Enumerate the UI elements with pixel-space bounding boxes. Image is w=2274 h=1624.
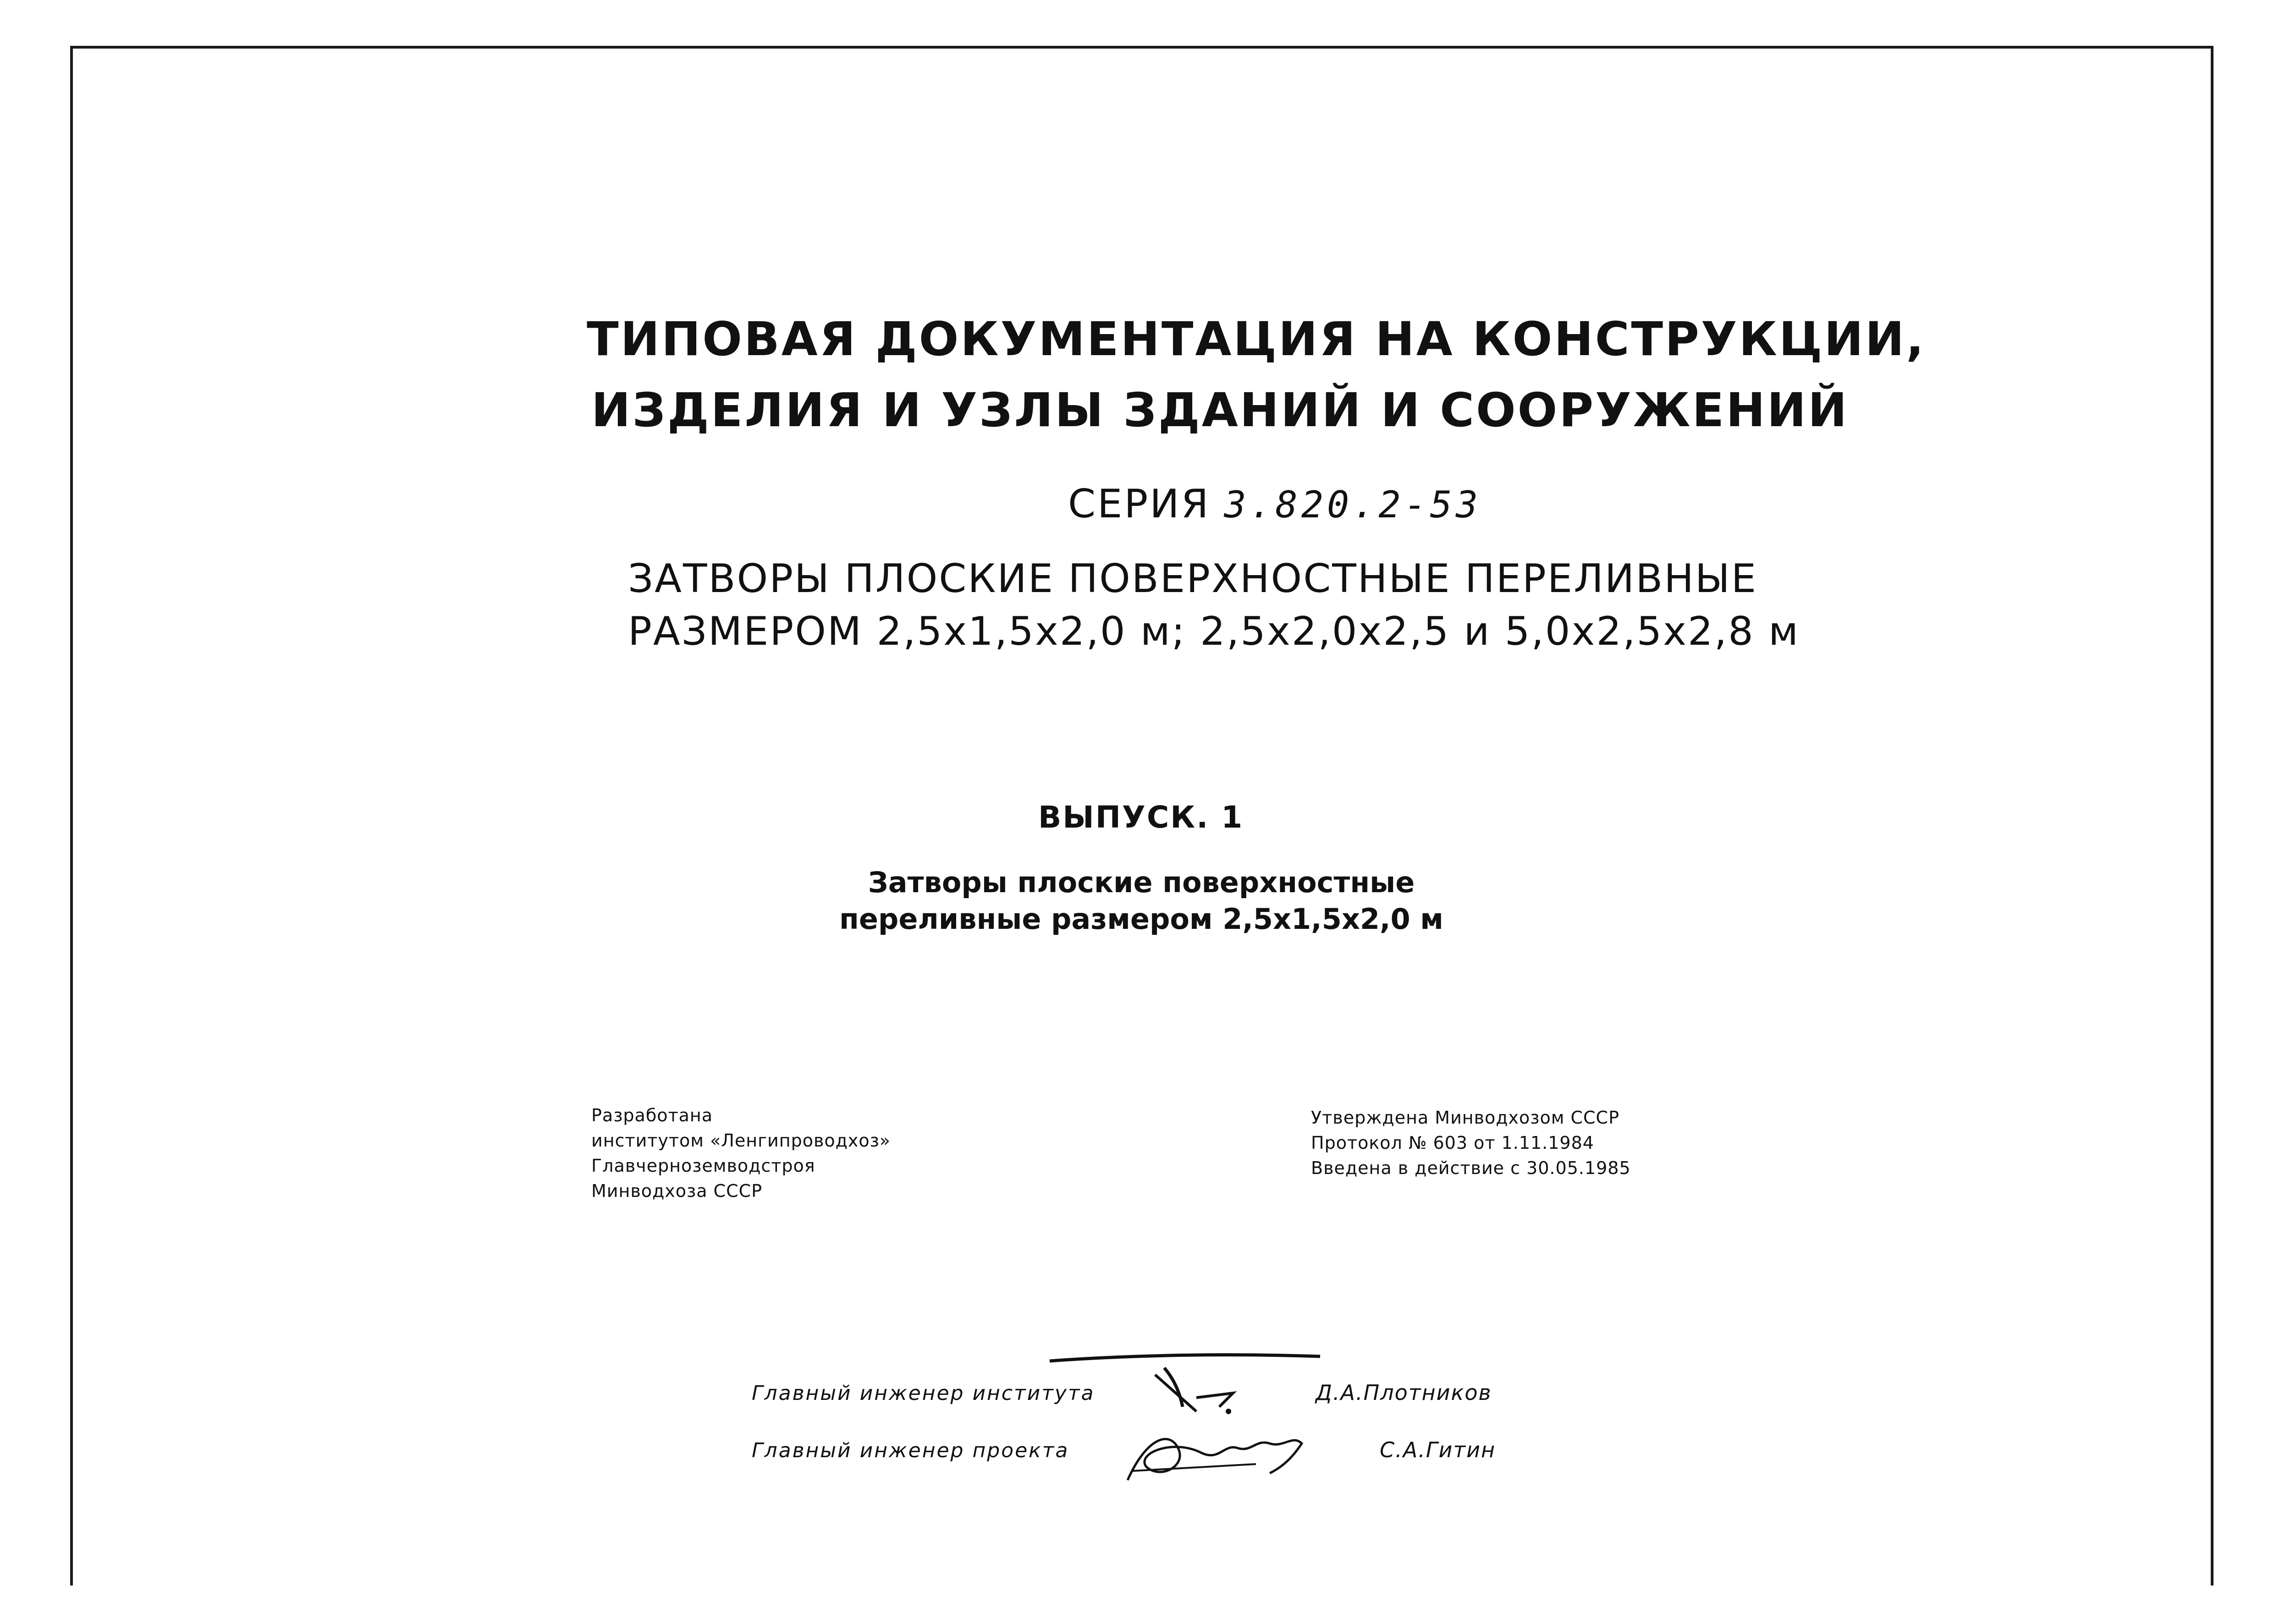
series-row <box>1068 481 1481 527</box>
signatory-1-role: Главный инженер института <box>752 1382 1095 1405</box>
approval-line-1: Утверждена Минводхозом СССР <box>1311 1108 1619 1128</box>
subtitle-line-1: ЗАТВОРЫ ПЛОСКИЕ ПОВЕРХНОСТНЫЕ ПЕРЕЛИВНЫЕ <box>628 556 1758 602</box>
developed-by-line-3: Главчерноземводстроя <box>591 1156 815 1176</box>
issue-label: ВЫПУСК. 1 <box>1038 800 1244 835</box>
signature-chief-engineer-project <box>1118 1421 1311 1489</box>
developed-by-line-2: институтом «Ленгипроводхоз» <box>591 1130 891 1151</box>
issue-desc-line-2: переливные размером 2,5х1,5х2,0 м <box>839 902 1443 936</box>
developed-by-line-4: Минводхоза СССР <box>591 1181 763 1201</box>
issue-desc-line-1: Затворы плоские поверхностные <box>868 866 1415 899</box>
title-line-2: ИЗДЕЛИЯ И УЗЛЫ ЗДАНИЙ И СООРУЖЕНИЙ <box>591 383 1849 438</box>
title-line-1: ТИПОВАЯ ДОКУМЕНТАЦИЯ НА КОНСТРУКЦИИ, <box>587 312 1926 367</box>
signature-chief-engineer-institute <box>1041 1343 1334 1421</box>
subtitle-line-2: РАЗМЕРОМ 2,5х1,5х2,0 м; 2,5х2,0х2,5 и 5,0х2,5х2,8 м <box>628 609 1800 654</box>
series-number: 3.820.2-53 <box>1224 483 1481 526</box>
signatory-2-role: Главный инженер проекта <box>752 1439 1069 1462</box>
approval-line-2: Протокол № 603 от 1.11.1984 <box>1311 1133 1594 1153</box>
developed-by-line-1: Разработана <box>591 1105 713 1125</box>
series-label: СЕРИЯ <box>1068 481 1211 527</box>
approval-line-3: Введена в действие с 30.05.1985 <box>1311 1158 1631 1178</box>
signatory-2-name: С.А.Гитин <box>1380 1437 1496 1462</box>
signatory-1-name: Д.А.Плотников <box>1316 1380 1492 1405</box>
